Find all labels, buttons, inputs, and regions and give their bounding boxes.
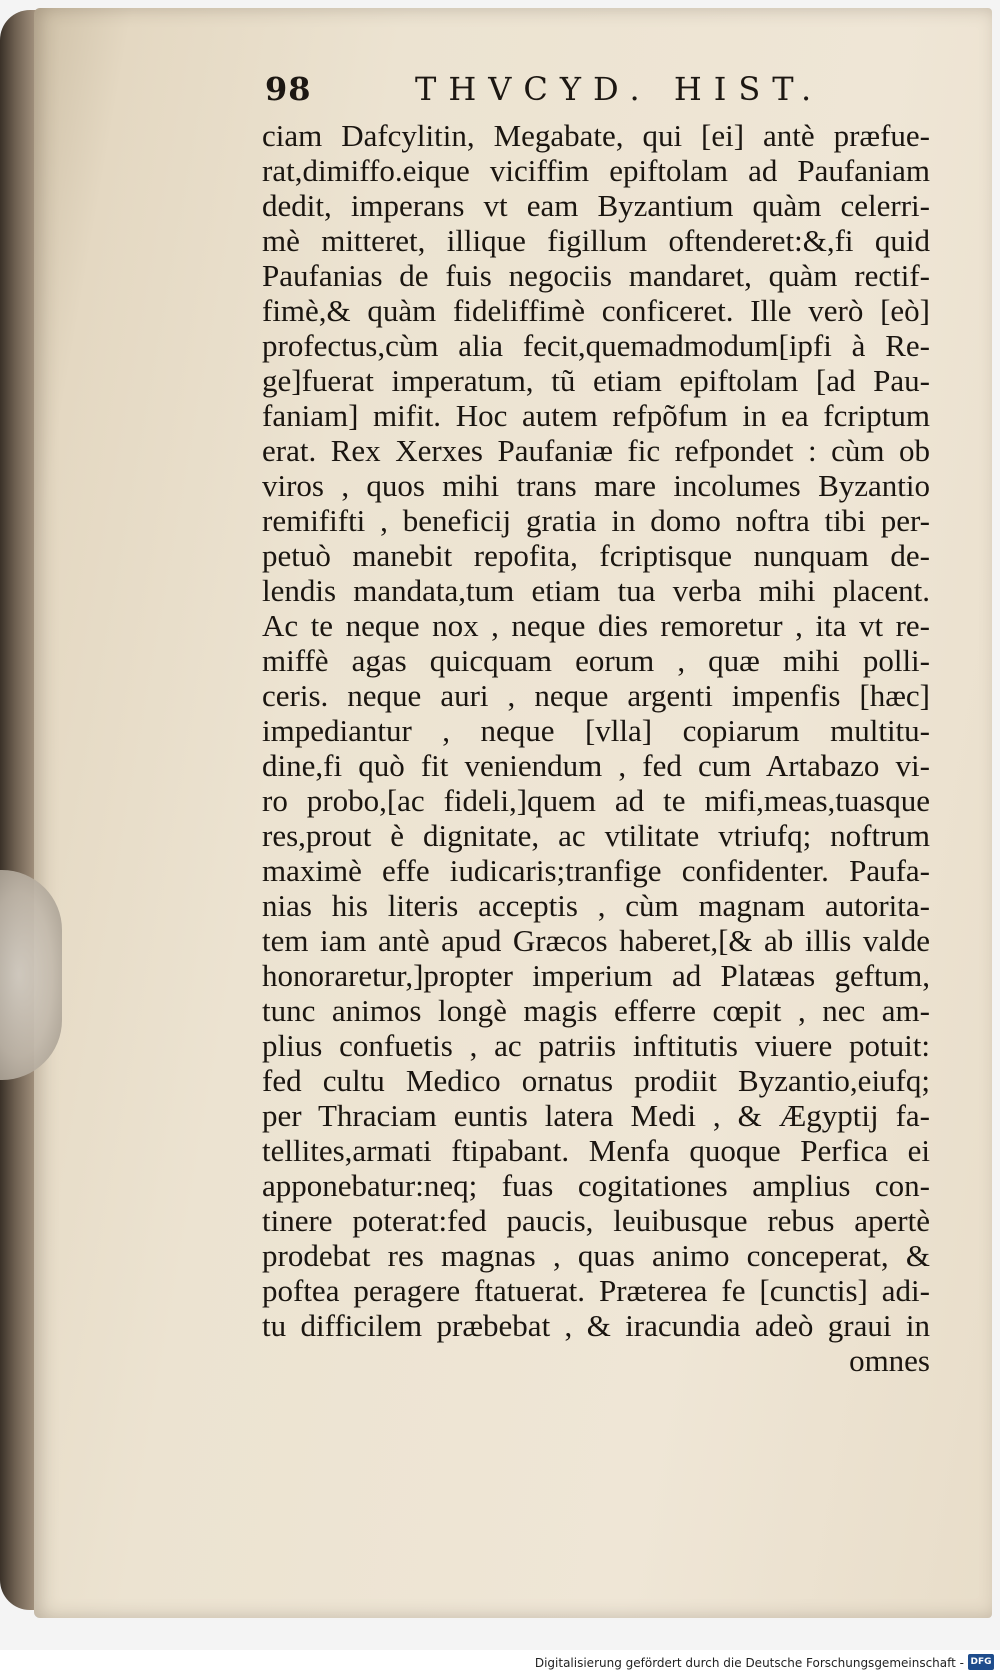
page-header (265, 70, 885, 116)
text-line: Ac te neque nox , neque dies remoretur , ita vt re- (262, 608, 930, 643)
text-line: plius confuetis , ac patriis inftitutis viuere potuit: (262, 1028, 930, 1063)
text-line: tellites,armati ftipabant. Menfa quoque Perfica ei (262, 1133, 930, 1168)
text-line: tu difficilem præbebat , & iracundia adeò graui in (262, 1308, 930, 1343)
catchword: omnes (849, 1343, 930, 1378)
funding-credit: Digitalisierung gefördert durch die Deutsche Forschungsgemeinschaft - (534, 1656, 964, 1670)
text-line: nias his literis acceptis , cùm magnam autorita- (262, 888, 930, 923)
text-line: tunc animos longè magis efferre cœpit , nec am- (262, 993, 930, 1028)
running-title: THVCYD. HIST. (415, 70, 824, 108)
text-line: ceris. neque auri , neque argenti impenfis [hæc] (262, 678, 930, 713)
digitization-footer (0, 1650, 1000, 1677)
page-number: 98 (265, 70, 312, 108)
text-line: impediantur , neque [vlla] copiarum multitu- (262, 713, 930, 748)
text-line: dedit, imperans vt eam Byzantium quàm celerri- (262, 188, 930, 223)
text-line: tem iam antè apud Græcos haberet,[& ab illis valde (262, 923, 930, 958)
text-line: prodebat res magnas , quas animo conceperat, & (262, 1238, 930, 1273)
text-line: profectus,cùm alia fecit,quemadmodum[ipfi à Re- (262, 328, 930, 363)
text-line: erat. Rex Xerxes Paufaniæ fic refpondet : cùm ob (262, 433, 930, 468)
text-line: remififti , beneficij gratia in domo noftra tibi per- (262, 503, 930, 538)
text-line: res,prout è dignitate, ac vtilitate vtriufq; noftrum (262, 818, 930, 853)
text-line: fed cultu Medico ornatus prodiit Byzantio,eiufq; (262, 1063, 930, 1098)
text-line: dine,fi quò fit veniendum , fed cum Artabazo vi- (262, 748, 930, 783)
text-line: ciam Dafcylitin, Megabate, qui [ei] antè præfue- (262, 118, 930, 153)
thumb-holding-page (0, 870, 62, 1080)
body-text (262, 118, 930, 1378)
text-line: maximè effe iudicaris;tranfige confidenter. Paufa- (262, 853, 930, 888)
text-line: petuò manebit repofita, fcriptisque nunquam de- (262, 538, 930, 573)
text-line: honoraretur,]propter imperium ad Platæas geftum, (262, 958, 930, 993)
text-line: ge]fuerat imperatum, tũ etiam epiftolam [ad Pau- (262, 363, 930, 398)
text-line: mè mitteret, illique figillum oftenderet:&,fi quid (262, 223, 930, 258)
text-line: faniam] mifit. Hoc autem refpõfum in ea fcriptum (262, 398, 930, 433)
text-line: viros , quos mihi trans mare incolumes Byzantio (262, 468, 930, 503)
text-line: fimè,& quàm fideliffimè conficeret. Ille verò [eò] (262, 293, 930, 328)
text-line: apponebatur:neq; fuas cogitationes amplius con- (262, 1168, 930, 1203)
text-line: ro probo,[ac fideli,]quem ad te mifi,meas,tuasque (262, 783, 930, 818)
text-line: tinere poterat:fed paucis, leuibusque rebus apertè (262, 1203, 930, 1238)
text-line: rat,dimiffo.eique viciffim epiftolam ad Paufaniam (262, 153, 930, 188)
text-line: lendis mandata,tum etiam tua verba mihi placent. (262, 573, 930, 608)
text-line: Paufanias de fuis negociis mandaret, quàm rectif- (262, 258, 930, 293)
text-line: per Thraciam euntis latera Medi , & Ægyptij fa- (262, 1098, 930, 1133)
text-line: poftea peragere ftatuerat. Præterea fe [cunctis] adi- (262, 1273, 930, 1308)
dfg-logo: DFG (968, 1654, 994, 1670)
text-line: miffè agas quicquam eorum , quæ mihi polli- (262, 643, 930, 678)
